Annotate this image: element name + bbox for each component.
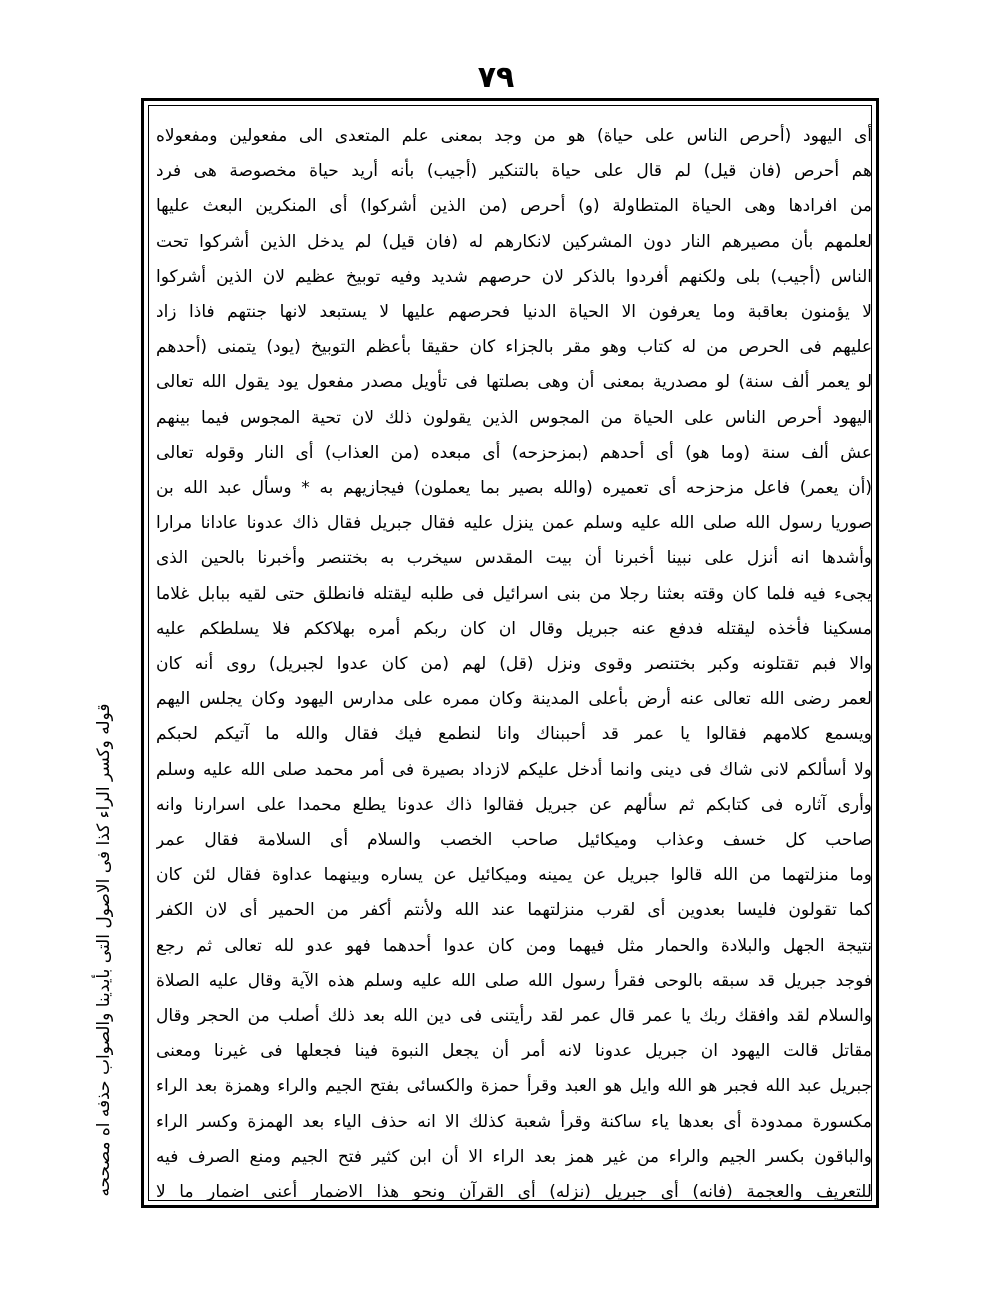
text-line: صاحب كل خسف وعذاب وميكائيل صاحب الخصب والسلام أى السلامة فقال عمر [156, 830, 872, 850]
text-line: مكسورة ممدودة أى بعدها ياء ساكنة وقرأ شعبة كذلك الا انه حذف الياء بعد الهمزة وكسر الراء [156, 1111, 872, 1132]
text-line: وأرى آثاره فى كتابكم ثم سألهم عن جبريل فقالوا ذاك عدونا يطلع محمدا على اسرارنا وانه [156, 794, 872, 815]
text-line: ولا أسألكم لانى شاك فى دينى وانما أدخل عليكم لازداد بصيرة فى أمر محمد صلى الله عليه وسلم [156, 759, 872, 780]
text-line: عليهم فى الحرص من له كتاب وهو مقر بالجزاء كان حقيقا بأعظم التوبيخ (يود) يتمنى (أحدهم [156, 337, 872, 358]
text-line: نتيجة الجهل والبلادة والحمار مثل فيهما ومن كان عدوا أحدهما فهو عدو لله تعالى ثم رجع [156, 935, 872, 956]
text-line: وما منزلتهما من الله قالوا جبريل عن يمينه وميكائيل عن يساره وبينهما عداوة فقال لئن كان [156, 865, 872, 886]
text-line: جبريل عبد الله فجبر هو الله وايل هو العبد وقرأ حمزة والكسائى بفتح الجيم والراء وهمزة بعد الراء [156, 1076, 872, 1097]
text-line: مسكينا فأخذه ليقتله فدفع عنه جبريل وقال ان كان ربكم أمره بهلاككم فلا يسلطكم عليه [156, 618, 872, 639]
text-line: من افرادها وهى الحياة المتطاولة (و) أحرص (من الذين أشركوا) أى المنكرين البعث عليها [156, 196, 872, 217]
text-line: للتعريف والعجمة (فانه) أى جبريل (نزله) أى القرآن ونحو هذا الاضمار أعنى اضمار ما لا [156, 1182, 872, 1202]
text-line: ويسمع كلامهم فقالوا يا عمر قد أحببناك وانا لنطمع فيك فقال والله ما آتيكم لحبكم [156, 724, 872, 745]
text-line: وأشدها انه أنزل على نبينا أخبرنا أن بيت المقدس سيخرب به بختنصر وأخبرنا بالحين الذى [156, 548, 872, 569]
text-line: والباقون بكسر الجيم والراء من غير همز بعد الراء الا أن ابن كثير فتح الجيم ومنع الصرف فيه [156, 1146, 872, 1167]
text-line: والسلام لقد وافقك ربك يا عمر قال عمر لقد رأيتنى فى دين الله بعد ذلك أصلب من الحجر وقال [156, 1006, 872, 1026]
text-line: مقاتل قالت اليهود ان جبريل عدونا لانه أمر أن يجعل النبوة فينا فجعلها فى غيرنا ومعنى [156, 1041, 872, 1062]
text-line: والا فبم تقتلونه وكبر بختنصر وقوى ونزل (قل) لهم (من كان عدوا لجبريل) روى أنه كان [156, 654, 872, 674]
margin-note-text: قوله وكسر الراء كذا فى الاصول التى بأيدينا والصواب حذفه اه مصححه [94, 703, 114, 1197]
text-line: فوجد جبريل قد سبقه بالوحى فقرأ رسول الله صلى الله عليه وسلم هذه الآية وقال عليه الصلاة [156, 970, 872, 991]
text-line: هم أحرص (فان قيل) لم قال على حياة بالتنكير (أجيب) بأنه أريد حياة مخصوصة هى فرد [156, 161, 872, 182]
main-text-block [156, 118, 872, 1208]
text-line: كما تقولون فليسا بعدوين أى لقرب منزلتهما عند الله ولأنتم أكفر من الحمير أى لان الكفر [156, 900, 872, 921]
text-line: (أن يعمر) فاعل مزحزحه أى تعميره (والله بصير بما يعملون) فيجازيهم به * وسأل عبد الله بن [156, 478, 872, 498]
text-line: الناس (أجيب) بلى ولكنهم أفردوا بالذكر لان حرصهم شديد وفيه توبيخ عظيم لان الذين أشركوا [156, 266, 872, 287]
text-line: لعمر رضى الله تعالى عنه أرض بأعلى المدينة وكان ممره على مدارس اليهود وكان يجلس اليهم [156, 689, 872, 710]
text-line: لعلمهم بأن مصيرهم النار دون المشركين لانكارهم له (فان قيل) لم يدخل الذين أشركوا تحت [156, 231, 872, 252]
page-number: ٧٩ [477, 60, 515, 95]
margin-note [84, 700, 124, 1200]
text-line: عش ألف سنة (وما هو) أى أحدهم (بمزحزحه) أى مبعده (من العذاب) أى النار وقوله تعالى [156, 442, 872, 463]
text-line: يجىء فيه فلما كان وقته بعثنا رجلا من بنى اسرائيل فى طلبه ليقتله فانطلق حتى لقيه ببابل غلاما [156, 583, 872, 604]
text-line: أى اليهود (أحرص الناس على حياة) هو من وجد بمعنى علم المتعدى الى مفعولين ومفعولاه [156, 126, 872, 146]
text-line: صوريا رسول الله صلى الله عليه وسلم عمن ينزل عليه فقال جبريل فقال ذاك عدونا عادانا مرارا [156, 513, 872, 534]
text-line: لو يعمر ألف سنة) لو مصدرية بمعنى أن وهى بصلتها فى تأويل مصدر مفعول يود يقول الله تعالى [156, 372, 872, 393]
text-line: لا يؤمنون بعاقبة وما يعرفون الا الحياة الدنيا فحرصهم عليها لا يستبعد لانها جنتهم فاذا زاد [156, 302, 872, 322]
text-line: اليهود أحرص الناس على الحياة من المجوس الذين يقولون ذلك لان تحية المجوس فيما بينهم [156, 407, 872, 428]
